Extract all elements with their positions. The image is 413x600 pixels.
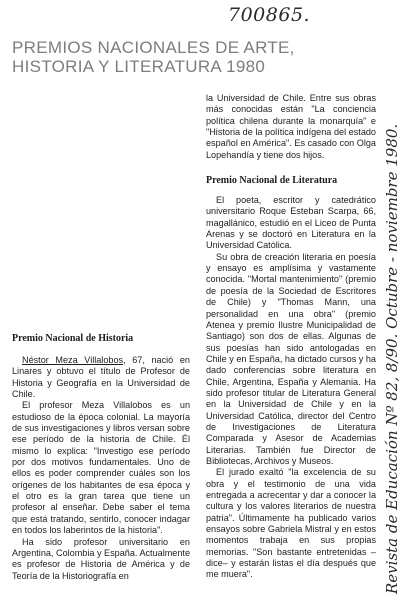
- historia-heading: Premio Nacional de Historia: [12, 333, 134, 344]
- right-column: [206, 93, 376, 581]
- historia-author: Néstor Meza Villalobos: [22, 355, 124, 365]
- literatura-paragraph-3: El jurado exaltó "la excelencia de su obra y el testimonio de una vida entregada a acrecentar y dar a conocer la cultura y los valores literarios de nuestra patria". Últimamente ha publicado varios ensayos sobre Gabriela Mistral y en estos momentos trabaja en sus propias memorias. "Son bastante entretenidas –dice– y estarán listas el día después que me muera".: [206, 467, 376, 580]
- historia-continuation: la Universidad de Chile. Entre sus obras más conocidas están "La conciencia política chilena durante la monarquía" e "Historia de la política indígena del estado español en América". Es casado con Olga Lopehandía y tiene dos hijos.: [206, 93, 376, 160]
- historia-p1-rest: , 67, nació en Linares y obtuvo el título de Profesor de Historia y Geografía en la Universidad de Chile.: [12, 355, 190, 400]
- historia-paragraph-3: Ha sido profesor universitario en Argentina, Colombia y España. Actualmente es profesor de Historia de América y de Teoría de la Historiografía en: [12, 536, 190, 581]
- title-line-2: HISTORIA Y LITERATURA 1980: [12, 57, 266, 76]
- literatura-paragraph-1: El poeta, escritor y catedrático universitario Roque Esteban Scarpa, 66, magallánico, estudió en el Liceo de Punta Arenas y se doctoró en Literatura en la Universidad Católica.: [206, 195, 376, 251]
- title-line-1: PREMIOS NACIONALES DE ARTE,: [12, 38, 295, 57]
- literatura-heading: Premio Nacional de Literatura: [206, 175, 338, 187]
- historia-paragraph-1: [12, 355, 190, 400]
- catalog-number: 700865.: [228, 4, 311, 26]
- left-column: [12, 333, 190, 582]
- literatura-paragraph-2: Su obra de creación literaria en poesía y ensayo es amplísima y vastamente conocida. "Mortal mantenimiento" (premio de poesía de la Sociedad de Escritores de Chile) y "Thomas Mann, una personalidad en una obra" (premio Atenea y premio Ilustre Municipalidad de Santiago) son dos de ellas. Algunas de sus poesías han sido antologadas en Chile y en España, ha dictado cursos y ha dado conferencias sobre literatura en Chile, Argentina, España y Alemania. Ha sido profesor titular de Literatura General en la Universidad de Chile y en la Universidad Católica, director del Centro de Investigaciones de Literatura Comparada y Asesor de Academias Literarias. También fue Director de Bibliotecas, Archivos y Museos.: [206, 251, 376, 466]
- historia-paragraph-2: El profesor Meza Villalobos es un estudioso de la época colonial. La mayoría de sus investigaciones y libros versan sobre ese período de la historia de Chile. Él mismo lo explica: "Investigo ese período por dos motivos fundamentales. Uno de ellos es poder comprender cuáles son los orígenes de los habitantes de esa época y el otro es la gran tarea que tiene un profesor al enseñar. Debe saber el tema que está tratando, sentirlo, conocer indagar en todos los laberintos de la historia".: [12, 400, 190, 536]
- handwritten-source-note: Revista de Educación Nº 82, 8/90. Octubre - noviembre 1980.: [383, 123, 401, 594]
- page-title: [12, 38, 295, 76]
